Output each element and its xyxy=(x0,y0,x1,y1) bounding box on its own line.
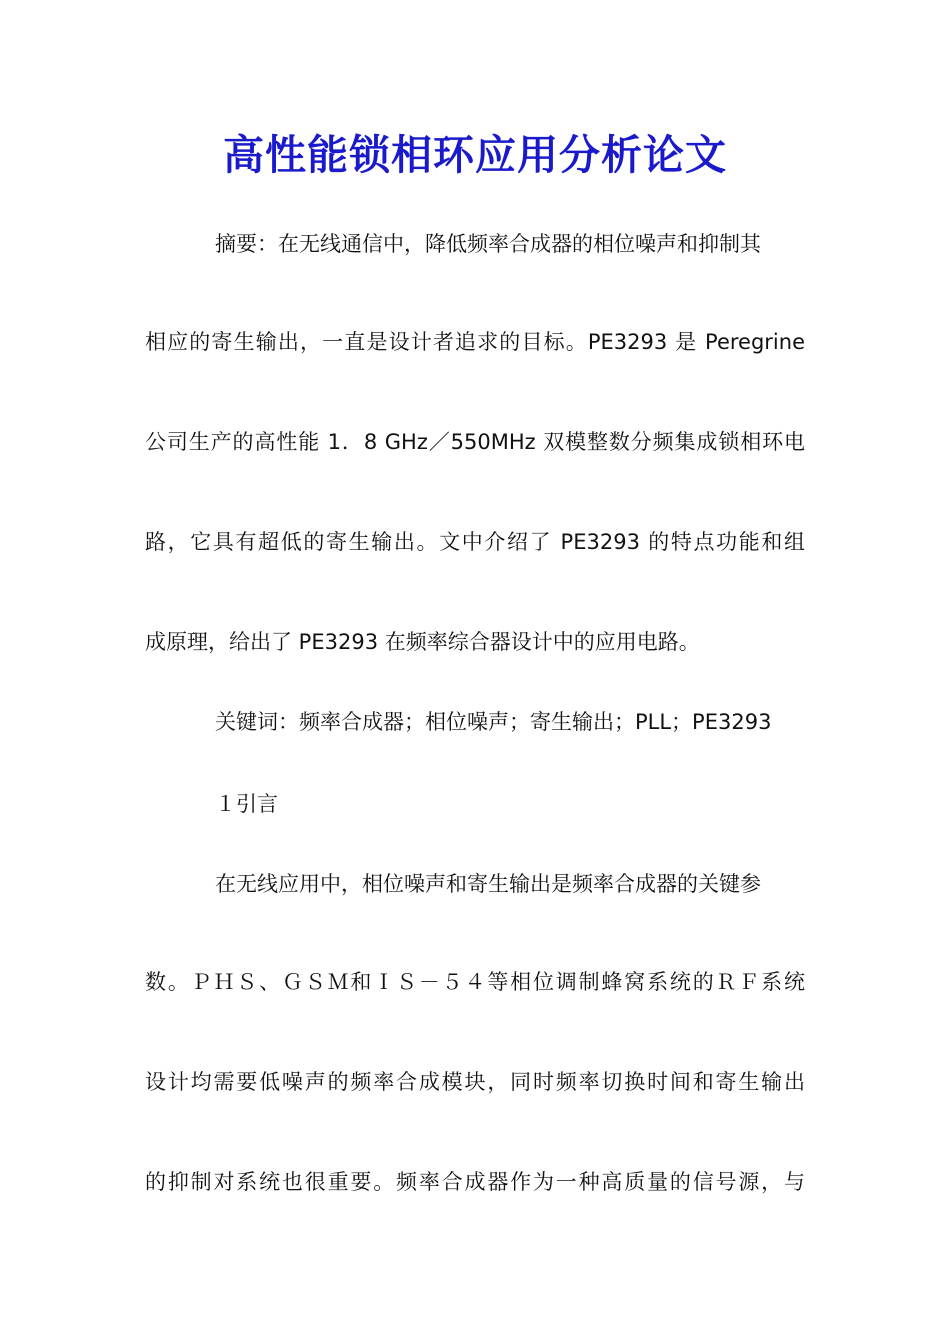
abstract-line-4: 路，它具有超低的寄生输出。文中介绍了 PE3293 的特点功能和组 xyxy=(145,530,805,554)
body-line-1: 在无线应用中，相位噪声和寄生输出是频率合成器的关键参 xyxy=(215,872,761,896)
abstract-line-1: 摘要：在无线通信中，降低频率合成器的相位噪声和抑制其 xyxy=(215,232,761,256)
body-line-4: 的抑制对系统也很重要。频率合成器作为一种高质量的信号源，与 xyxy=(145,1170,805,1194)
keywords-line: 关键词：频率合成器；相位噪声；寄生输出；PLL；PE3293 xyxy=(215,710,772,734)
body-line-2: 数。ＰＨＳ、ＧＳＭ和ＩＳ－５４等相位调制蜂窝系统的ＲＦ系统 xyxy=(145,970,805,994)
document-title: 高性能锁相环应用分析论文 xyxy=(223,131,727,179)
abstract-line-3: 公司生产的高性能 1．8 GHz／550MHz 双模整数分频集成锁相环电 xyxy=(145,430,805,454)
section-heading: １引言 xyxy=(215,792,278,816)
abstract-line-2: 相应的寄生输出，一直是设计者追求的目标。PE3293 是 Peregrine xyxy=(145,330,805,354)
body-line-3: 设计均需要低噪声的频率合成模块，同时频率切换时间和寄生输出 xyxy=(145,1070,805,1094)
abstract-line-5: 成原理，给出了 PE3293 在频率综合器设计中的应用电路。 xyxy=(145,630,700,654)
